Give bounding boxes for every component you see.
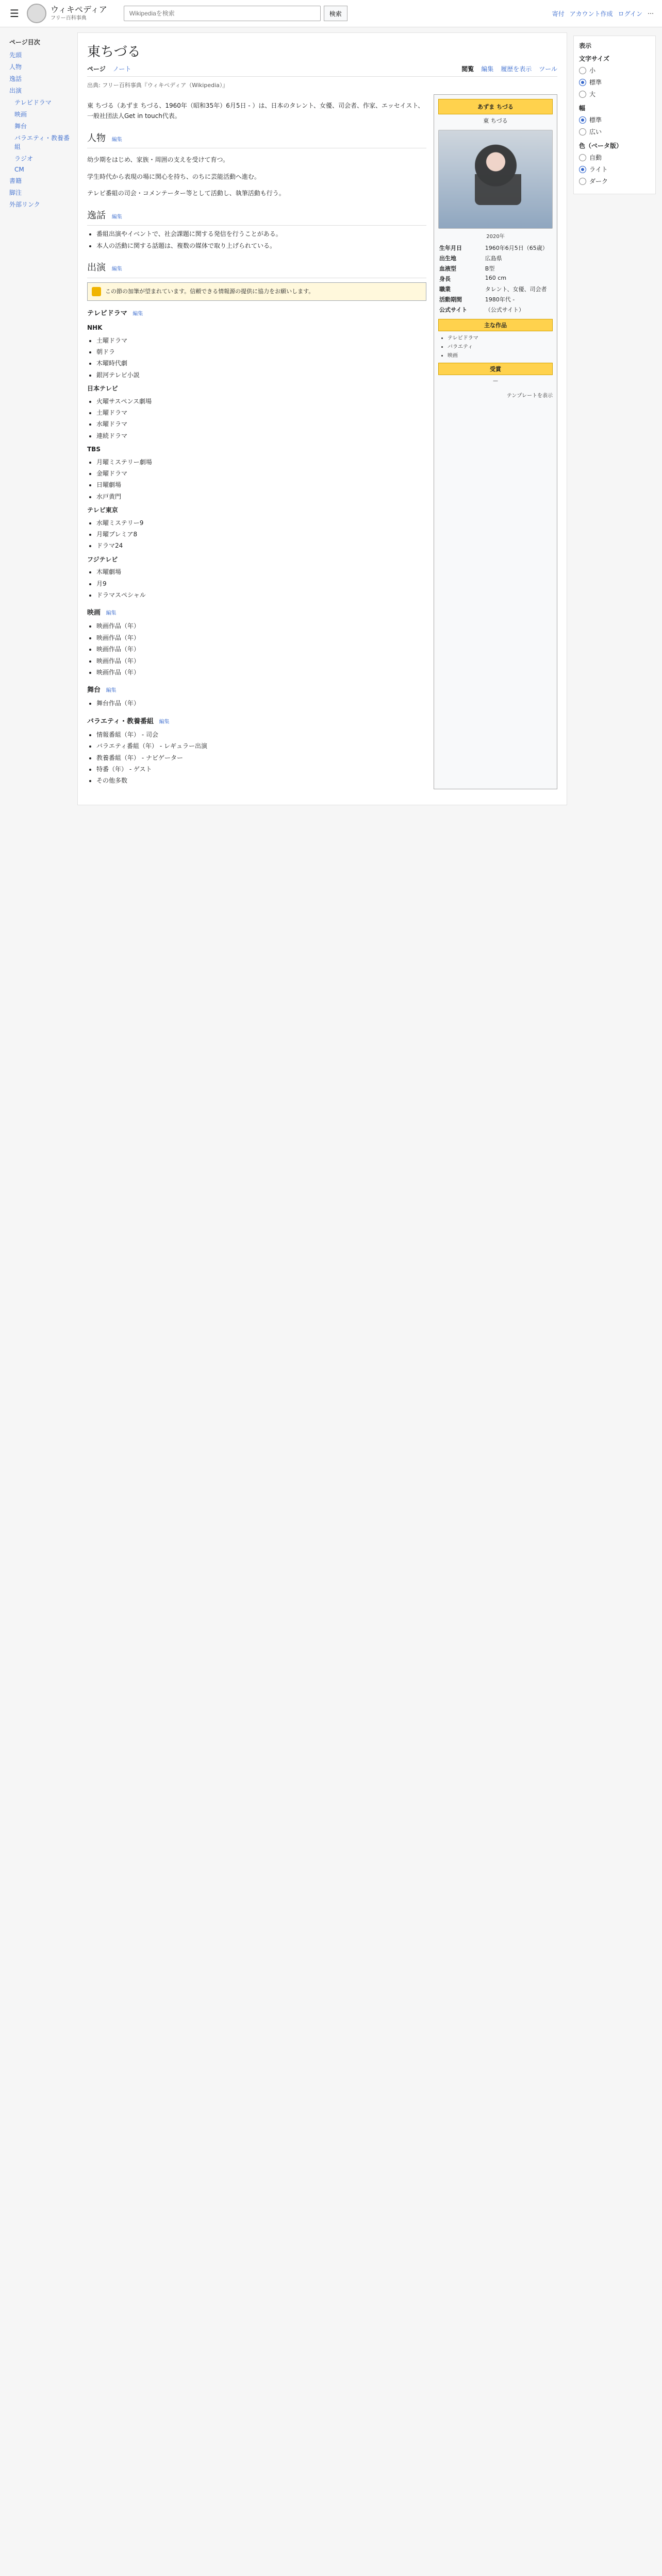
infobox-row — [438, 304, 553, 315]
tv-network-label: フジテレビ — [87, 555, 118, 563]
radio-label: ダーク — [589, 178, 608, 185]
infobox-subtitle: 東 ちづる — [483, 117, 508, 124]
stage-list — [96, 698, 426, 708]
search-input[interactable] — [124, 6, 321, 21]
width-option-standard[interactable] — [579, 115, 650, 124]
radio-dot — [579, 178, 586, 185]
list-item: • 特番（年） - ゲスト — [96, 764, 426, 774]
infobox-value: 1980年代 - — [485, 296, 515, 303]
notice-box — [87, 282, 426, 301]
list-item: • ドラマスペシャル — [96, 590, 426, 600]
create-account-link[interactable]: アカウント作成 — [569, 10, 613, 18]
infobox-key: 出生地 — [439, 255, 456, 262]
radio-label: 自動 — [589, 154, 602, 161]
tv-network-label: 日本テレビ — [87, 385, 118, 393]
color-option-light[interactable] — [579, 165, 650, 174]
toc-title: ページ目次 — [9, 39, 40, 46]
list-item: • 水曜ドラマ — [96, 419, 426, 429]
infobox — [434, 94, 557, 789]
movies-list — [96, 621, 426, 677]
subsection-stage — [87, 685, 426, 696]
radio-label: ライト — [589, 166, 608, 173]
tv-drama-group — [87, 323, 426, 600]
tv-network-list — [96, 457, 426, 502]
list-item: • 銀河テレビ小説 — [96, 370, 426, 380]
infobox-section: 主な作品 — [438, 319, 553, 331]
search-area — [124, 6, 347, 21]
list-item: • 土曜ドラマ — [96, 335, 426, 346]
list-item: • 金曜ドラマ — [96, 468, 426, 479]
list-item: • 映画作品（年） — [96, 644, 426, 654]
template-link[interactable]: テンプレートを表示 — [506, 393, 553, 399]
right-nav — [567, 27, 662, 805]
toc-item-radio[interactable]: ラジオ — [14, 155, 34, 162]
infobox-value: 160 cm — [485, 275, 507, 281]
list-item: • バラエティ番組（年） - レギュラー出演 — [96, 741, 426, 751]
list-item: • 火曜サスペンス劇場 — [96, 396, 426, 406]
list-item: • バラエティ — [448, 342, 553, 350]
list-item: • 番組出演やイベントで、社会課題に関する発信を行うことがある。 — [96, 229, 426, 239]
list-item: • 木曜劇場 — [96, 567, 426, 577]
infobox-row — [438, 284, 553, 294]
notice-text: この節の加筆が望まれています。信頼できる情報源の提供に協力をお願いします。 — [105, 287, 315, 295]
list-item: • 木曜時代劇 — [96, 358, 426, 368]
photo-caption: 2020年 — [486, 234, 505, 240]
list-item: • 舞台作品（年） — [96, 698, 426, 708]
list-item: • 情報番組（年） - 司会 — [96, 730, 426, 740]
tv-network-label: TBS — [87, 446, 101, 453]
variety-list — [96, 730, 426, 786]
section-title: 人物 — [87, 132, 106, 144]
infobox-value: 広島県 — [485, 255, 502, 262]
episode-list — [96, 229, 426, 251]
appearance-panel — [573, 36, 656, 194]
infobox-key: 活動期間 — [439, 296, 462, 303]
more-icon[interactable]: ⋯ — [648, 10, 654, 17]
list-item: • 映画作品（年） — [96, 621, 426, 631]
infobox-key: 血液型 — [439, 265, 456, 272]
toc-item-episode[interactable]: 逸話 — [9, 75, 22, 82]
list-item: • 土曜ドラマ — [96, 408, 426, 418]
color-option-dark[interactable] — [579, 177, 650, 185]
infobox-row — [438, 274, 553, 284]
list-item: • 本人の活動に関する話題は、複数の媒体で取り上げられている。 — [96, 241, 426, 251]
text-size-title: 文字サイズ — [579, 55, 610, 62]
infobox-award-text: — — [493, 378, 498, 384]
edit-link[interactable]: 編集 — [111, 214, 122, 220]
infobox-key: 職業 — [439, 286, 451, 293]
infobox-key: 生年月日 — [439, 245, 462, 251]
section-person — [87, 131, 426, 149]
infobox-key: 公式サイト — [439, 307, 468, 313]
list-item: • テレビドラマ — [448, 333, 553, 341]
edit-link[interactable]: 編集 — [106, 611, 117, 617]
login-link[interactable]: ログイン — [618, 10, 642, 18]
left-nav — [0, 27, 77, 805]
infobox-table — [438, 243, 553, 315]
article-area — [87, 94, 557, 789]
logo-title: ウィキペディア — [51, 4, 107, 14]
list-item: • 映画 — [448, 351, 553, 359]
subsection-tv-drama — [87, 308, 426, 319]
radio-dot — [579, 166, 586, 173]
text-size-option-standard[interactable] — [579, 78, 650, 87]
globe-icon — [27, 4, 46, 23]
article-body — [87, 94, 426, 789]
logo-subtitle: フリー百科事典 — [51, 15, 87, 21]
infobox-award-title: 受賞 — [438, 363, 553, 375]
top-bar — [0, 0, 662, 27]
radio-dot — [579, 67, 586, 74]
radio-label: 標準 — [589, 116, 602, 124]
list-item: • 朝ドラ — [96, 347, 426, 357]
list-item: • 教養番組（年） - ナビゲーター — [96, 753, 426, 763]
infobox-row — [438, 243, 553, 253]
subsection-title: 映画 — [87, 609, 101, 617]
infobox-value: B型 — [485, 265, 495, 272]
appearance-title: 表示 — [579, 42, 592, 49]
page-tabs — [87, 64, 557, 77]
list-item: • 映画作品（年） — [96, 633, 426, 643]
main-content — [77, 32, 567, 805]
menu-icon[interactable]: ☰ — [10, 7, 19, 20]
radio-dot — [579, 116, 586, 124]
toc-item-notes[interactable]: 脚注 — [9, 189, 22, 196]
list-item: • 映画作品（年） — [96, 656, 426, 666]
infobox-row — [438, 253, 553, 263]
tab-tools[interactable]: ツール — [539, 65, 557, 73]
edit-link[interactable]: 編集 — [106, 688, 117, 694]
page-meta: 出典: フリー百科事典『ウィキペディア（Wikipedia）』 — [87, 82, 228, 89]
list-item: • 水曜ミステリー9 — [96, 518, 426, 528]
edit-link[interactable]: 編集 — [159, 719, 170, 725]
search-button[interactable]: 検索 — [324, 6, 347, 21]
donate-link[interactable]: 寄付 — [552, 10, 565, 18]
subsection-title: 舞台 — [87, 686, 101, 694]
section-appearances — [87, 260, 426, 278]
edit-link[interactable]: 編集 — [133, 311, 143, 317]
paragraph: テレビ番組の司会・コメンテーター等として活動し、執筆活動も行う。 — [87, 190, 285, 197]
list-item: • 月曜プレミア8 — [96, 529, 426, 539]
tab-page[interactable]: ページ — [87, 65, 106, 73]
tv-network-list — [96, 567, 426, 600]
infobox-row — [438, 263, 553, 274]
list-item: • その他多数 — [96, 775, 426, 786]
tab-talk[interactable]: ノート — [112, 65, 131, 73]
tab-read[interactable]: 閲覧 — [461, 65, 474, 73]
subsection-title: テレビドラマ — [87, 310, 127, 318]
color-option-auto[interactable] — [579, 153, 650, 162]
tab-edit[interactable]: 編集 — [481, 65, 494, 73]
paragraph: 学生時代から表現の場に関心を持ち、のちに芸能活動へ進む。 — [87, 173, 261, 180]
toc-item-external-links[interactable]: 外部リンク — [9, 201, 40, 208]
intro-paragraph: 東 ちづる（あずま ちづる、1960年（昭和35年）6月5日 - ）は、日本のタレント、女優、司会者、作家、エッセイスト、一般社団法人Get in touch代表。 — [87, 102, 424, 120]
tv-network-list — [96, 396, 426, 442]
radio-label: 広い — [589, 128, 602, 135]
tab-history[interactable]: 履歴を表示 — [501, 65, 532, 73]
text-size-option-small[interactable] — [579, 66, 650, 75]
infobox-title: あずま ちづる — [438, 99, 553, 114]
warning-icon — [92, 287, 101, 296]
profile-photo — [438, 130, 553, 229]
tv-network-list — [96, 518, 426, 551]
edit-link[interactable]: 編集 — [111, 137, 122, 143]
radio-label: 小 — [589, 67, 596, 74]
section-title: 逸話 — [87, 210, 106, 221]
toc-item-books[interactable]: 書籍 — [9, 177, 22, 184]
toc-item-stage[interactable]: 舞台 — [14, 123, 27, 130]
list-item: • 月曜ミステリー劇場 — [96, 457, 426, 467]
width-title: 幅 — [579, 105, 586, 112]
infobox-key: 身長 — [439, 276, 451, 282]
tv-network-label: NHK — [87, 324, 103, 332]
section-episode — [87, 208, 426, 226]
toc-item-cm[interactable]: CM — [14, 166, 24, 173]
toc-item-top[interactable]: 先頭 — [9, 52, 22, 59]
logo-text — [51, 6, 107, 21]
toc-item-appearances[interactable]: 出演 — [9, 87, 22, 94]
tv-network-label: テレビ東京 — [87, 506, 118, 514]
tv-network-list — [96, 335, 426, 381]
radio-label: 大 — [589, 91, 596, 98]
list-item: • 連続ドラマ — [96, 431, 426, 441]
toc-item-movies[interactable]: 映画 — [14, 111, 27, 118]
list-item: • 日曜劇場 — [96, 480, 426, 490]
list-item: • ドラマ24 — [96, 540, 426, 551]
infobox-value[interactable]: （公式サイト） — [485, 307, 525, 313]
subsection-variety — [87, 716, 426, 727]
toc-item-person[interactable]: 人物 — [9, 63, 22, 71]
list-item: • 水戸黄門 — [96, 492, 426, 502]
subsection-title: バラエティ・教養番組 — [87, 717, 154, 725]
paragraph: 幼少期をはじめ、家族・周囲の支えを受けて育つ。 — [87, 156, 229, 164]
section-title: 出演 — [87, 262, 106, 273]
list-item: • 月9 — [96, 579, 426, 589]
radio-dot — [579, 154, 586, 161]
infobox-value: 1960年6月5日（65歳） — [485, 245, 548, 251]
color-title: 色（ベータ版） — [579, 142, 623, 149]
radio-label: 標準 — [589, 79, 602, 86]
radio-dot — [579, 128, 586, 135]
radio-dot — [579, 79, 586, 86]
infobox-value: タレント、女優、司会者 — [485, 286, 547, 293]
page-title: 東ちづる — [87, 44, 141, 60]
radio-dot — [579, 91, 586, 98]
list-item: • 映画作品（年） — [96, 667, 426, 677]
layout — [0, 27, 662, 805]
edit-link[interactable]: 編集 — [111, 266, 122, 272]
width-option-wide[interactable] — [579, 127, 650, 136]
infobox-works — [448, 333, 553, 359]
top-links — [552, 9, 654, 18]
text-size-option-large[interactable] — [579, 90, 650, 98]
subsection-movies — [87, 607, 426, 619]
infobox-row — [438, 294, 553, 304]
toc-item-variety[interactable]: バラエティ・教養番組 — [14, 134, 70, 150]
toc-item-tv-drama[interactable]: テレビドラマ — [14, 99, 52, 106]
wikipedia-logo[interactable] — [27, 4, 107, 23]
